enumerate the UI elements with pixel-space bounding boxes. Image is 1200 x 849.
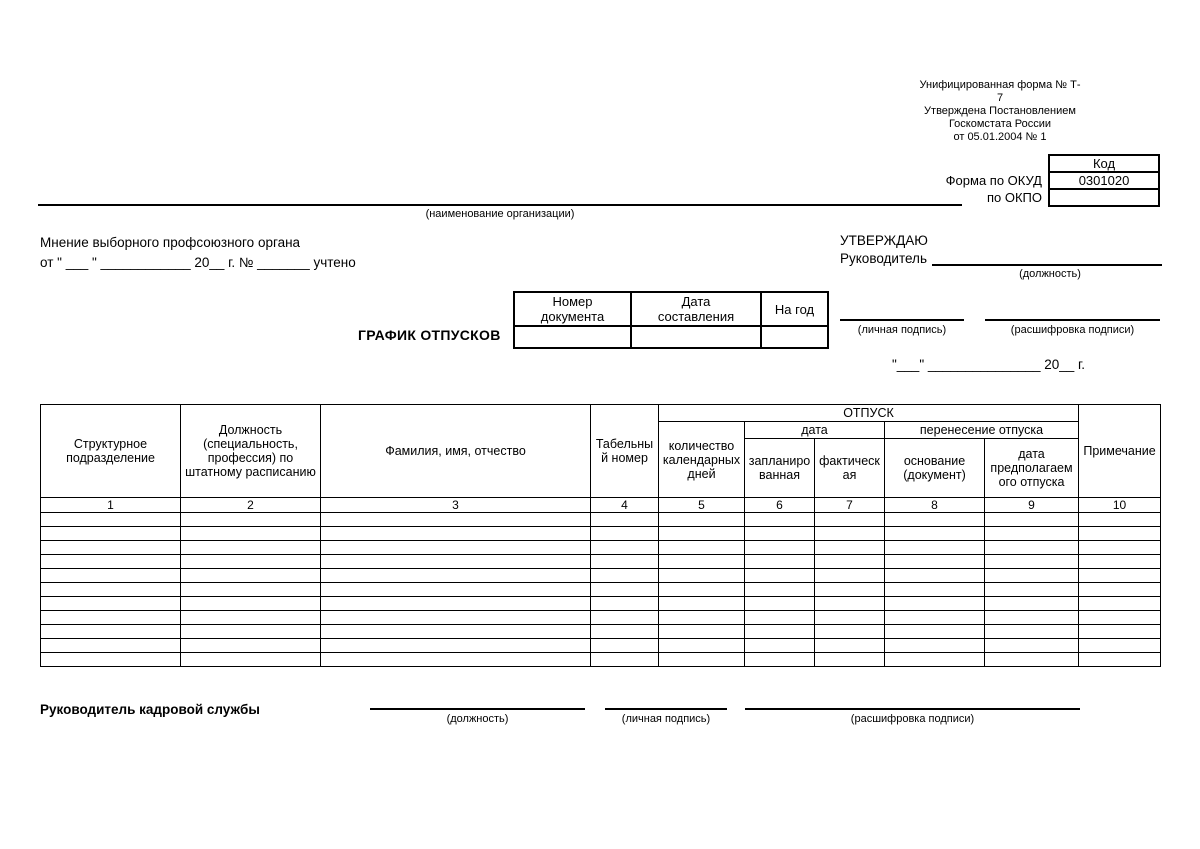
- personal-signature-field: [840, 305, 964, 336]
- union-opinion-line1: Мнение выборного профсоюзного органа: [40, 235, 301, 250]
- group-header-date: дата: [745, 422, 885, 439]
- empty-cell: [659, 569, 745, 583]
- table-row: [41, 639, 1161, 653]
- empty-cell: [41, 541, 181, 555]
- doc-date-cell: [631, 326, 761, 348]
- column-number: 3: [321, 498, 591, 513]
- empty-cell: [885, 653, 985, 667]
- table-row: [41, 569, 1161, 583]
- empty-cell: [1079, 611, 1161, 625]
- empty-cell: [815, 513, 885, 527]
- empty-cell: [659, 541, 745, 555]
- doc-info-header-row: [514, 292, 828, 326]
- table-row: [41, 653, 1161, 667]
- empty-cell: [885, 541, 985, 555]
- form-meta-line: Госкомстата России: [948, 118, 1052, 130]
- organization-name-line: [38, 204, 962, 220]
- footer-position-blank-line: [370, 694, 585, 710]
- empty-cell: [885, 513, 985, 527]
- empty-cell: [591, 611, 659, 625]
- empty-cell: [815, 625, 885, 639]
- empty-cell: [591, 625, 659, 639]
- empty-cell: [815, 583, 885, 597]
- empty-cell: [659, 611, 745, 625]
- empty-cell: [1079, 513, 1161, 527]
- approval-block: [840, 233, 1162, 280]
- footer-transcript-caption: (расшифровка подписи): [850, 713, 975, 725]
- transcript-caption: (расшифровка подписи): [1010, 324, 1135, 336]
- col-header-full-name: Фамилия, имя, отчество: [321, 405, 591, 498]
- empty-cell: [181, 541, 321, 555]
- okud-label: Форма по ОКУД: [945, 173, 1042, 188]
- empty-cell: [321, 569, 591, 583]
- empty-cell: [1079, 541, 1161, 555]
- empty-cell: [321, 653, 591, 667]
- empty-cell: [181, 611, 321, 625]
- footer-position-field: [370, 694, 585, 725]
- empty-cell: [985, 513, 1079, 527]
- empty-cell: [985, 597, 1079, 611]
- empty-cell: [181, 569, 321, 583]
- empty-cell: [985, 639, 1079, 653]
- doc-info-value-row: [514, 326, 828, 348]
- col-header-calendar-days: количество календарных дней: [659, 422, 745, 498]
- empty-cell: [745, 597, 815, 611]
- empty-cell: [985, 555, 1079, 569]
- empty-cell: [181, 513, 321, 527]
- empty-cell: [745, 625, 815, 639]
- empty-cell: [591, 513, 659, 527]
- col-header-planned-date: запланированная: [745, 439, 815, 498]
- empty-cell: [985, 569, 1079, 583]
- empty-cell: [815, 639, 885, 653]
- group-header-transfer: перенесение отпуска: [885, 422, 1079, 439]
- empty-cell: [885, 569, 985, 583]
- column-number: 5: [659, 498, 745, 513]
- column-number: 6: [745, 498, 815, 513]
- empty-cell: [815, 597, 885, 611]
- empty-cell: [1079, 583, 1161, 597]
- empty-cell: [815, 653, 885, 667]
- main-table-empty-rows: [41, 513, 1161, 667]
- union-opinion-line2: от " ___ " ____________ 20__ г. № _______ учтено: [40, 255, 356, 270]
- empty-cell: [321, 625, 591, 639]
- empty-cell: [181, 527, 321, 541]
- footer-signature-caption: (личная подпись): [621, 713, 711, 725]
- empty-cell: [41, 597, 181, 611]
- signature-blank-line: [840, 305, 964, 321]
- empty-cell: [1079, 625, 1161, 639]
- empty-cell: [41, 527, 181, 541]
- empty-cell: [41, 625, 181, 639]
- table-row: [41, 527, 1161, 541]
- empty-cell: [591, 555, 659, 569]
- okpo-label: по ОКПО: [986, 190, 1042, 205]
- header-row-top: [41, 405, 1161, 422]
- empty-cell: [659, 555, 745, 569]
- empty-cell: [591, 569, 659, 583]
- approver-role-row: [840, 251, 1162, 266]
- table-row: [41, 625, 1161, 639]
- empty-cell: [659, 583, 745, 597]
- form-meta-block: [905, 79, 1095, 144]
- column-number: 2: [181, 498, 321, 513]
- table-row: [41, 541, 1161, 555]
- empty-cell: [815, 541, 885, 555]
- empty-cell: [745, 513, 815, 527]
- empty-cell: [659, 639, 745, 653]
- empty-cell: [885, 597, 985, 611]
- doc-date-header: Дата составления: [631, 292, 761, 326]
- approver-role-label: Руководитель: [840, 251, 927, 266]
- col-header-note: Примечание: [1079, 405, 1161, 498]
- empty-cell: [985, 541, 1079, 555]
- empty-cell: [985, 583, 1079, 597]
- empty-cell: [885, 625, 985, 639]
- empty-cell: [41, 639, 181, 653]
- empty-cell: [745, 541, 815, 555]
- code-header-cell: Код: [1048, 154, 1160, 173]
- empty-cell: [181, 653, 321, 667]
- column-number: 8: [885, 498, 985, 513]
- col-header-personnel-number: Табельный номер: [591, 405, 659, 498]
- footer-signature-field: [605, 694, 727, 725]
- footer-signature-blank-line: [605, 694, 727, 710]
- organization-name-caption: (наименование организации): [425, 208, 575, 220]
- form-meta-line: Унифицированная форма № Т-: [919, 79, 1081, 91]
- approver-position-blank: [932, 251, 1162, 266]
- form-meta-line: от 05.01.2004 № 1: [953, 131, 1047, 143]
- empty-cell: [815, 527, 885, 541]
- empty-cell: [985, 527, 1079, 541]
- doc-number-header: Номер документа: [514, 292, 631, 326]
- empty-cell: [321, 611, 591, 625]
- column-numbers-row: [41, 498, 1161, 513]
- empty-cell: [181, 625, 321, 639]
- approve-title: УТВЕРЖДАЮ: [840, 233, 928, 248]
- empty-cell: [745, 583, 815, 597]
- empty-cell: [181, 555, 321, 569]
- doc-number-cell: [514, 326, 631, 348]
- col-header-proposed-date: дата предполагаемого отпуска: [985, 439, 1079, 498]
- empty-cell: [321, 555, 591, 569]
- empty-cell: [41, 583, 181, 597]
- empty-cell: [181, 639, 321, 653]
- footer-position-caption: (должность): [446, 713, 509, 725]
- empty-cell: [985, 653, 1079, 667]
- empty-cell: [1079, 597, 1161, 611]
- empty-cell: [591, 527, 659, 541]
- empty-cell: [885, 611, 985, 625]
- empty-cell: [321, 597, 591, 611]
- empty-cell: [321, 583, 591, 597]
- empty-cell: [591, 639, 659, 653]
- document-info-table: [513, 291, 829, 349]
- empty-cell: [815, 611, 885, 625]
- empty-cell: [591, 597, 659, 611]
- column-number: 9: [985, 498, 1079, 513]
- empty-cell: [885, 639, 985, 653]
- form-meta-line: 7: [996, 92, 1004, 104]
- col-header-department: Структурное подразделение: [41, 405, 181, 498]
- empty-cell: [591, 541, 659, 555]
- hr-head-title: Руководитель кадровой службы: [40, 702, 260, 717]
- col-header-actual-date: фактическая: [815, 439, 885, 498]
- empty-cell: [745, 653, 815, 667]
- group-header-vacation: ОТПУСК: [659, 405, 1079, 422]
- empty-cell: [1079, 527, 1161, 541]
- column-number: 4: [591, 498, 659, 513]
- footer-transcript-field: [745, 694, 1080, 725]
- empty-cell: [41, 611, 181, 625]
- empty-cell: [985, 611, 1079, 625]
- empty-cell: [885, 527, 985, 541]
- union-opinion-block: [40, 233, 356, 273]
- approval-date-line: "___" _______________ 20__ г.: [892, 357, 1086, 372]
- col-header-basis-document: основание (документ): [885, 439, 985, 498]
- table-row: [41, 597, 1161, 611]
- empty-cell: [659, 625, 745, 639]
- signature-transcript-field: [985, 305, 1160, 336]
- doc-year-cell: [761, 326, 828, 348]
- empty-cell: [1079, 653, 1161, 667]
- empty-cell: [745, 569, 815, 583]
- empty-cell: [41, 569, 181, 583]
- empty-cell: [745, 527, 815, 541]
- codes-block: [700, 154, 1160, 207]
- empty-cell: [41, 513, 181, 527]
- empty-cell: [815, 555, 885, 569]
- empty-cell: [41, 653, 181, 667]
- empty-cell: [321, 639, 591, 653]
- empty-cell: [745, 639, 815, 653]
- empty-cell: [321, 527, 591, 541]
- okpo-value-cell: [1048, 188, 1160, 207]
- transcript-blank-line: [985, 305, 1160, 321]
- empty-cell: [745, 555, 815, 569]
- empty-cell: [41, 555, 181, 569]
- table-row: [41, 611, 1161, 625]
- empty-cell: [985, 625, 1079, 639]
- okud-value-cell: 0301020: [1048, 171, 1160, 190]
- empty-cell: [1079, 639, 1161, 653]
- empty-cell: [659, 513, 745, 527]
- empty-cell: [885, 583, 985, 597]
- empty-cell: [659, 653, 745, 667]
- vacation-schedule-table: [40, 404, 1161, 667]
- column-number: 7: [815, 498, 885, 513]
- doc-year-header: На год: [761, 292, 828, 326]
- signature-caption: (личная подпись): [857, 324, 947, 336]
- table-row: [41, 555, 1161, 569]
- empty-cell: [591, 583, 659, 597]
- document-title: ГРАФИК ОТПУСКОВ: [358, 327, 501, 343]
- empty-cell: [659, 597, 745, 611]
- empty-cell: [1079, 569, 1161, 583]
- approver-position-caption: (должность): [1019, 268, 1081, 280]
- column-number: 10: [1079, 498, 1161, 513]
- empty-cell: [885, 555, 985, 569]
- column-number: 1: [41, 498, 181, 513]
- form-meta-line: Утверждена Постановлением: [924, 105, 1076, 117]
- empty-cell: [321, 541, 591, 555]
- empty-cell: [1079, 555, 1161, 569]
- empty-cell: [181, 597, 321, 611]
- empty-cell: [815, 569, 885, 583]
- table-row: [41, 513, 1161, 527]
- empty-cell: [181, 583, 321, 597]
- col-header-position: Должность (специальность, профессия) по штатному расписанию: [181, 405, 321, 498]
- table-row: [41, 583, 1161, 597]
- empty-cell: [591, 653, 659, 667]
- footer-transcript-blank-line: [745, 694, 1080, 710]
- empty-cell: [745, 611, 815, 625]
- empty-cell: [321, 513, 591, 527]
- empty-cell: [659, 527, 745, 541]
